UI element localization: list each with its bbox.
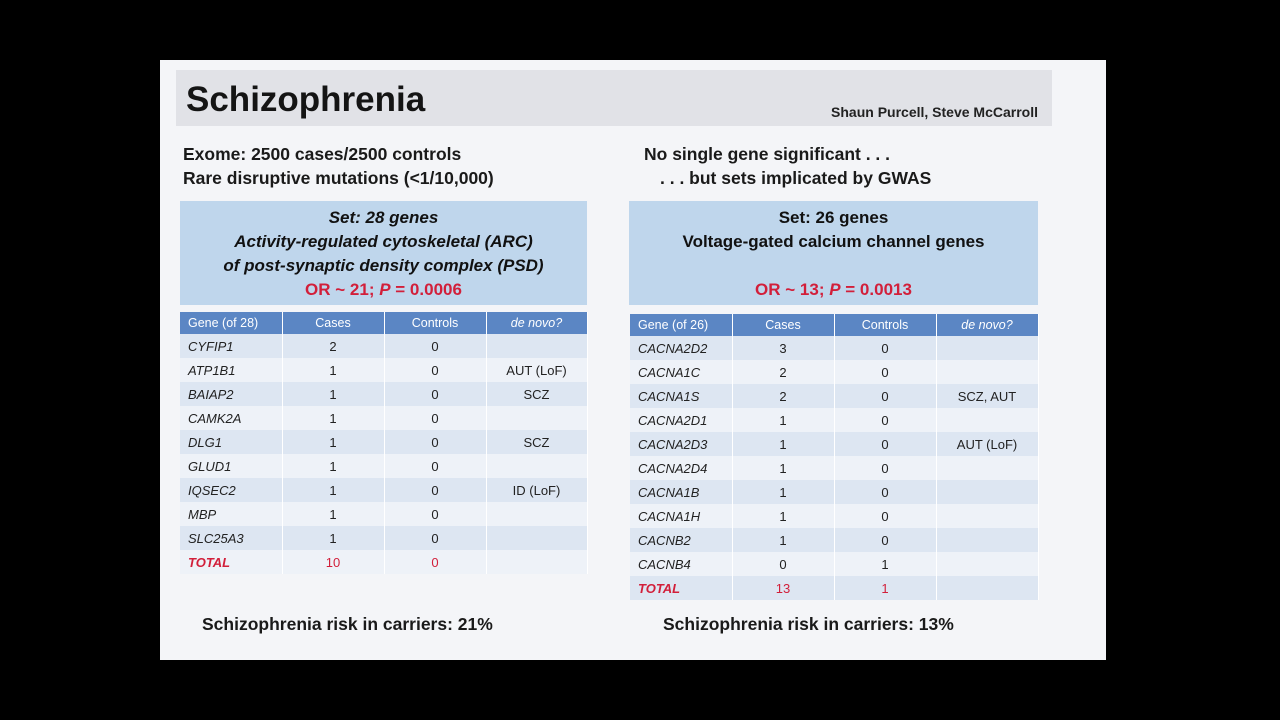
controls-cell: 0	[384, 382, 486, 406]
gene-cell: IQSEC2	[180, 478, 282, 502]
column-header-cases: Cases	[732, 314, 834, 336]
de-novo-cell	[936, 408, 1038, 432]
table-row	[630, 528, 1038, 552]
left-study-line-1: Exome: 2500 cases/2500 controls	[183, 144, 462, 164]
cases-cell: 1	[732, 456, 834, 480]
right-odds-ratio: OR ~ 13;	[755, 280, 830, 299]
right-set-box	[629, 201, 1038, 305]
controls-cell: 0	[384, 526, 486, 550]
right-set-description: Voltage-gated calcium channel genes	[682, 232, 985, 251]
de-novo-cell: SCZ	[486, 430, 587, 454]
cases-cell: 1	[732, 408, 834, 432]
controls-cell: 0	[834, 456, 936, 480]
de-novo-cell: AUT (LoF)	[936, 432, 1038, 456]
controls-cell: 0	[384, 550, 486, 574]
gene-cell: DLG1	[180, 430, 282, 454]
de-novo-cell: SCZ	[486, 382, 587, 406]
cases-cell: 1	[282, 526, 384, 550]
table-row	[630, 384, 1038, 408]
gene-cell: SLC25A3	[180, 526, 282, 550]
cases-cell: 1	[732, 528, 834, 552]
column-header-controls: Controls	[384, 312, 486, 334]
right-study-line-1: No single gene significant . . .	[644, 144, 891, 164]
table-row	[630, 408, 1038, 432]
table-row	[630, 432, 1038, 456]
de-novo-cell	[936, 480, 1038, 504]
de-novo-cell: SCZ, AUT	[936, 384, 1038, 408]
table-row	[180, 382, 587, 406]
right-risk-summary: Schizophrenia risk in carriers: 13%	[663, 614, 954, 634]
right-gene-table	[630, 314, 1039, 600]
controls-cell: 0	[834, 384, 936, 408]
cases-cell: 1	[732, 480, 834, 504]
gene-cell: CACNA2D4	[630, 456, 732, 480]
table-total-row	[630, 576, 1038, 600]
gene-cell: CACNA1S	[630, 384, 732, 408]
gene-cell: CACNB2	[630, 528, 732, 552]
cases-cell: 2	[732, 384, 834, 408]
left-gene-table-body	[180, 334, 587, 574]
de-novo-cell	[936, 336, 1038, 360]
cases-cell: 1	[282, 478, 384, 502]
right-gene-table-body	[630, 336, 1038, 600]
table-row	[180, 334, 587, 358]
gene-cell: TOTAL	[630, 576, 732, 600]
controls-cell: 1	[834, 576, 936, 600]
gene-cell: CACNA1C	[630, 360, 732, 384]
gene-cell: CYFIP1	[180, 334, 282, 358]
cases-cell: 1	[282, 502, 384, 526]
left-set-box	[180, 201, 587, 305]
right-set-title: Set: 26 genes	[778, 208, 889, 227]
column-header-gene: Gene (of 26)	[630, 314, 732, 336]
controls-cell: 0	[384, 358, 486, 382]
de-novo-cell	[936, 504, 1038, 528]
table-row	[630, 456, 1038, 480]
cases-cell: 2	[732, 360, 834, 384]
table-row	[180, 478, 587, 502]
left-p-label: P	[379, 280, 391, 299]
controls-cell: 0	[834, 528, 936, 552]
gene-cell: CACNA2D2	[630, 336, 732, 360]
gene-cell: CAMK2A	[180, 406, 282, 430]
right-set-statistic	[629, 278, 1038, 302]
table-row	[180, 454, 587, 478]
gene-cell: GLUD1	[180, 454, 282, 478]
cases-cell: 1	[282, 358, 384, 382]
left-study-line-2: Rare disruptive mutations (<1/10,000)	[183, 168, 494, 188]
right-p-value: = 0.0013	[840, 280, 912, 299]
cases-cell: 1	[282, 430, 384, 454]
controls-cell: 0	[834, 504, 936, 528]
de-novo-cell	[936, 456, 1038, 480]
gene-cell: CACNA2D1	[630, 408, 732, 432]
gene-cell: MBP	[180, 502, 282, 526]
column-header-cases: Cases	[282, 312, 384, 334]
cases-cell: 1	[732, 432, 834, 456]
controls-cell: 0	[384, 430, 486, 454]
table-header-row	[630, 314, 1038, 336]
controls-cell: 0	[384, 334, 486, 358]
column-header-de-novo: de novo?	[486, 312, 587, 334]
cases-cell: 1	[282, 454, 384, 478]
left-gene-table	[180, 312, 588, 574]
de-novo-cell	[936, 576, 1038, 600]
table-row	[630, 360, 1038, 384]
left-set-statistic	[180, 278, 587, 302]
column-header-gene: Gene (of 28)	[180, 312, 282, 334]
table-row	[630, 480, 1038, 504]
table-row	[630, 504, 1038, 528]
controls-cell: 0	[384, 454, 486, 478]
gene-cell: CACNA1H	[630, 504, 732, 528]
controls-cell: 0	[384, 478, 486, 502]
left-odds-ratio: OR ~ 21;	[305, 280, 380, 299]
de-novo-cell: AUT (LoF)	[486, 358, 587, 382]
cases-cell: 1	[282, 406, 384, 430]
table-row	[180, 358, 587, 382]
de-novo-cell	[486, 406, 587, 430]
controls-cell: 1	[834, 552, 936, 576]
table-row	[180, 406, 587, 430]
title-bar	[176, 70, 1052, 126]
table-row	[630, 336, 1038, 360]
gene-cell: CACNA1B	[630, 480, 732, 504]
de-novo-cell	[486, 502, 587, 526]
de-novo-cell	[486, 334, 587, 358]
controls-cell: 0	[834, 432, 936, 456]
slide	[160, 60, 1106, 660]
cases-cell: 1	[732, 504, 834, 528]
cases-cell: 10	[282, 550, 384, 574]
de-novo-cell: ID (LoF)	[486, 478, 587, 502]
slide-title: Schizophrenia	[186, 80, 426, 119]
authors: Shaun Purcell, Steve McCarroll	[831, 104, 1038, 120]
column-header-de-novo: de novo?	[936, 314, 1038, 336]
de-novo-cell	[486, 526, 587, 550]
left-p-value: = 0.0006	[390, 280, 462, 299]
de-novo-cell	[936, 528, 1038, 552]
controls-cell: 0	[834, 336, 936, 360]
gene-cell: ATP1B1	[180, 358, 282, 382]
gene-cell: CACNB4	[630, 552, 732, 576]
controls-cell: 0	[384, 406, 486, 430]
de-novo-cell	[486, 550, 587, 574]
controls-cell: 0	[834, 480, 936, 504]
cases-cell: 1	[282, 382, 384, 406]
left-set-description-2: of post-synaptic density complex (PSD)	[223, 256, 544, 275]
right-p-label: P	[829, 280, 841, 299]
left-set-description-1: Activity-regulated cytoskeletal (ARC)	[234, 232, 533, 251]
cases-cell: 0	[732, 552, 834, 576]
controls-cell: 0	[834, 408, 936, 432]
left-set-title: Set: 28 genes	[328, 208, 439, 227]
gene-cell: CACNA2D3	[630, 432, 732, 456]
table-row	[630, 552, 1038, 576]
de-novo-cell	[486, 454, 587, 478]
de-novo-cell	[936, 552, 1038, 576]
column-header-controls: Controls	[834, 314, 936, 336]
right-study-line-2: . . . but sets implicated by GWAS	[660, 168, 932, 188]
gene-cell: TOTAL	[180, 550, 282, 574]
de-novo-cell	[936, 360, 1038, 384]
cases-cell: 3	[732, 336, 834, 360]
controls-cell: 0	[384, 502, 486, 526]
table-row	[180, 430, 587, 454]
table-row	[180, 526, 587, 550]
cases-cell: 2	[282, 334, 384, 358]
left-risk-summary: Schizophrenia risk in carriers: 21%	[202, 614, 493, 634]
controls-cell: 0	[834, 360, 936, 384]
table-header-row	[180, 312, 587, 334]
table-total-row	[180, 550, 587, 574]
cases-cell: 13	[732, 576, 834, 600]
gene-cell: BAIAP2	[180, 382, 282, 406]
table-row	[180, 502, 587, 526]
